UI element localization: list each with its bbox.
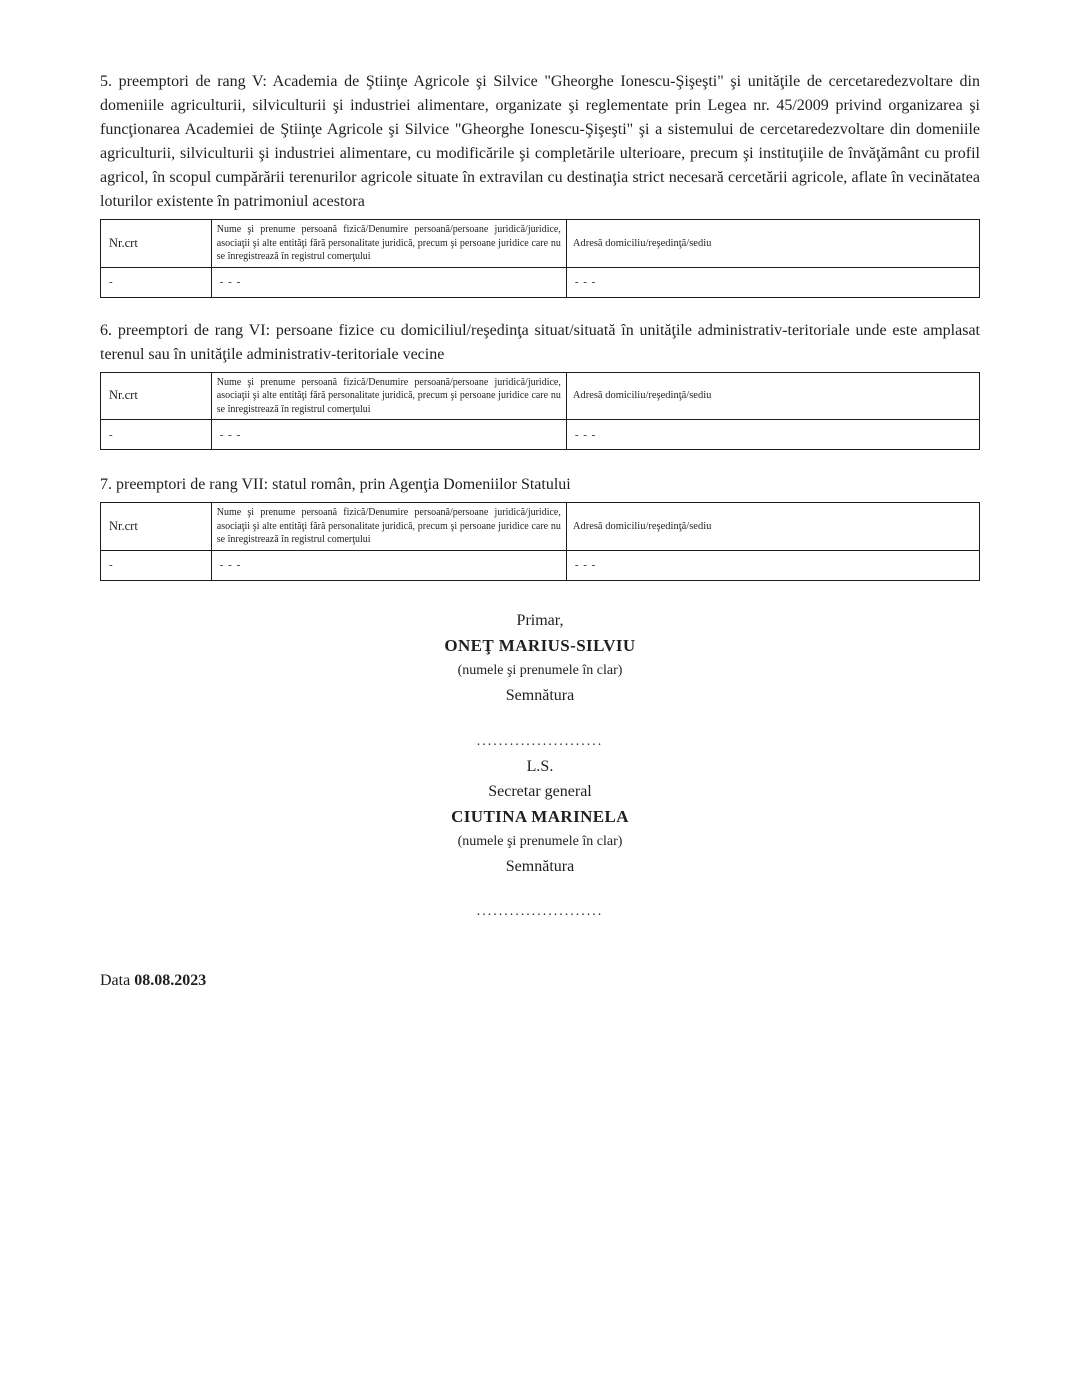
cell-nr-crt: - — [101, 550, 212, 580]
cell-nume-prenume: - - - — [211, 550, 566, 580]
section-rang-vii — [100, 473, 980, 581]
cell-nr-crt: - — [101, 420, 212, 450]
date-line — [100, 968, 980, 993]
cell-adresa: - - - — [566, 420, 979, 450]
section-rang-v — [100, 70, 980, 298]
secretary-title: Secretar general — [488, 782, 592, 800]
header-adresa: Adresă domiciliu/reşedinţă/sediu — [566, 372, 979, 420]
mayor-title: Primar, — [516, 611, 564, 629]
header-adresa: Adresă domiciliu/reşedinţă/sediu — [566, 503, 979, 551]
section-rang-vii-paragraph: 7. preemptori de rang VII: statul român, prin Agenţia Domeniilor Statului — [100, 476, 571, 493]
date-value: 08.08.2023 — [134, 971, 207, 989]
section-rang-vi-paragraph: 6. preemptori de rang VI: persoane fizice cu domiciliul/reşedinţa situat/situată în unităţile administrativ-teritoriale unde este amplasat terenul sau în unităţile administrativ-teritoriale vecine — [100, 321, 980, 363]
header-adresa: Adresă domiciliu/reşedinţă/sediu — [566, 220, 979, 268]
signature-label: Semnătura — [505, 686, 575, 704]
preemptor-table-rang-v — [100, 219, 980, 298]
date-label: Data — [100, 971, 135, 989]
table-row — [101, 550, 980, 580]
table-row — [101, 420, 980, 450]
ls-label: L.S. — [526, 757, 554, 775]
header-nr-crt: Nr.crt — [101, 220, 212, 268]
signature-label: Semnătura — [505, 857, 575, 875]
mayor-name: ONEŢ MARIUS-SILVIU — [444, 635, 636, 655]
header-nume-prenume: Nume şi prenume persoană fizică/Denumire persoană/persoane juridică/juridice, asociaţii şi alte entităţi fără personalitate juridică, precum şi persoane juridice care nu se înregistrează în registrul comerţului — [211, 372, 566, 420]
mayor-signature-block — [100, 608, 980, 754]
preemptor-table-rang-vii — [100, 502, 980, 581]
cell-nume-prenume: - - - — [211, 267, 566, 297]
cell-nr-crt: - — [101, 267, 212, 297]
cell-nume-prenume: - - - — [211, 420, 566, 450]
preemptor-table-rang-vi — [100, 372, 980, 451]
secretary-name: CIUTINA MARINELA — [451, 806, 629, 826]
name-note: (numele şi prenumele în clar) — [457, 662, 623, 678]
table-header-row — [101, 372, 980, 420]
cell-adresa: - - - — [566, 267, 979, 297]
header-nr-crt: Nr.crt — [101, 503, 212, 551]
header-nume-prenume: Nume şi prenume persoană fizică/Denumire persoană/persoane juridică/juridice, asociaţii şi alte entităţi fără personalitate juridică, precum şi persoane juridice care nu se înregistrează în registrul comerţului — [211, 503, 566, 551]
section-rang-vi — [100, 319, 980, 451]
cell-adresa: - - - — [566, 550, 979, 580]
table-header-row — [101, 503, 980, 551]
signature-dotted-line: ....................... — [476, 733, 604, 749]
table-row — [101, 267, 980, 297]
table-header-row — [101, 220, 980, 268]
section-rang-v-paragraph: 5. preemptori de rang V: Academia de Ştiinţe Agricole şi Silvice "Gheorghe Ionescu-Şişeşti" şi unităţile de cercetaredezvoltare din domeniile agriculturii, silviculturii şi industriei alimentare, organizate şi reglementate prin Legea nr. 45/2009 privind organizarea şi funcţionarea Academiei de Ştiinţe Agricole şi Silvice "Gheorghe Ionescu-Şişeşti" şi a sistemului de cercetaredezvoltare din domeniile agriculturii, silviculturii şi industriei alimentare, cu modificările şi completările ulterioare, precum şi instituţiile de învăţământ cu profil agricol, în scopul cumpărării terenurilor agricole situate în extravilan cu destinaţia strict necesară cercetării agricole, aflate în vecinătatea loturilor existente în patrimoniul acestora — [100, 73, 980, 210]
name-note: (numele şi prenumele în clar) — [457, 833, 623, 849]
header-nume-prenume: Nume şi prenume persoană fizică/Denumire persoană/persoane juridică/juridice, asociaţii şi alte entităţi fără personalitate juridică, precum şi persoane juridice care nu se înregistrează în registrul comerţului — [211, 220, 566, 268]
signature-dotted-line: ....................... — [476, 903, 604, 919]
header-nr-crt: Nr.crt — [101, 372, 212, 420]
secretary-signature-block — [100, 754, 980, 924]
